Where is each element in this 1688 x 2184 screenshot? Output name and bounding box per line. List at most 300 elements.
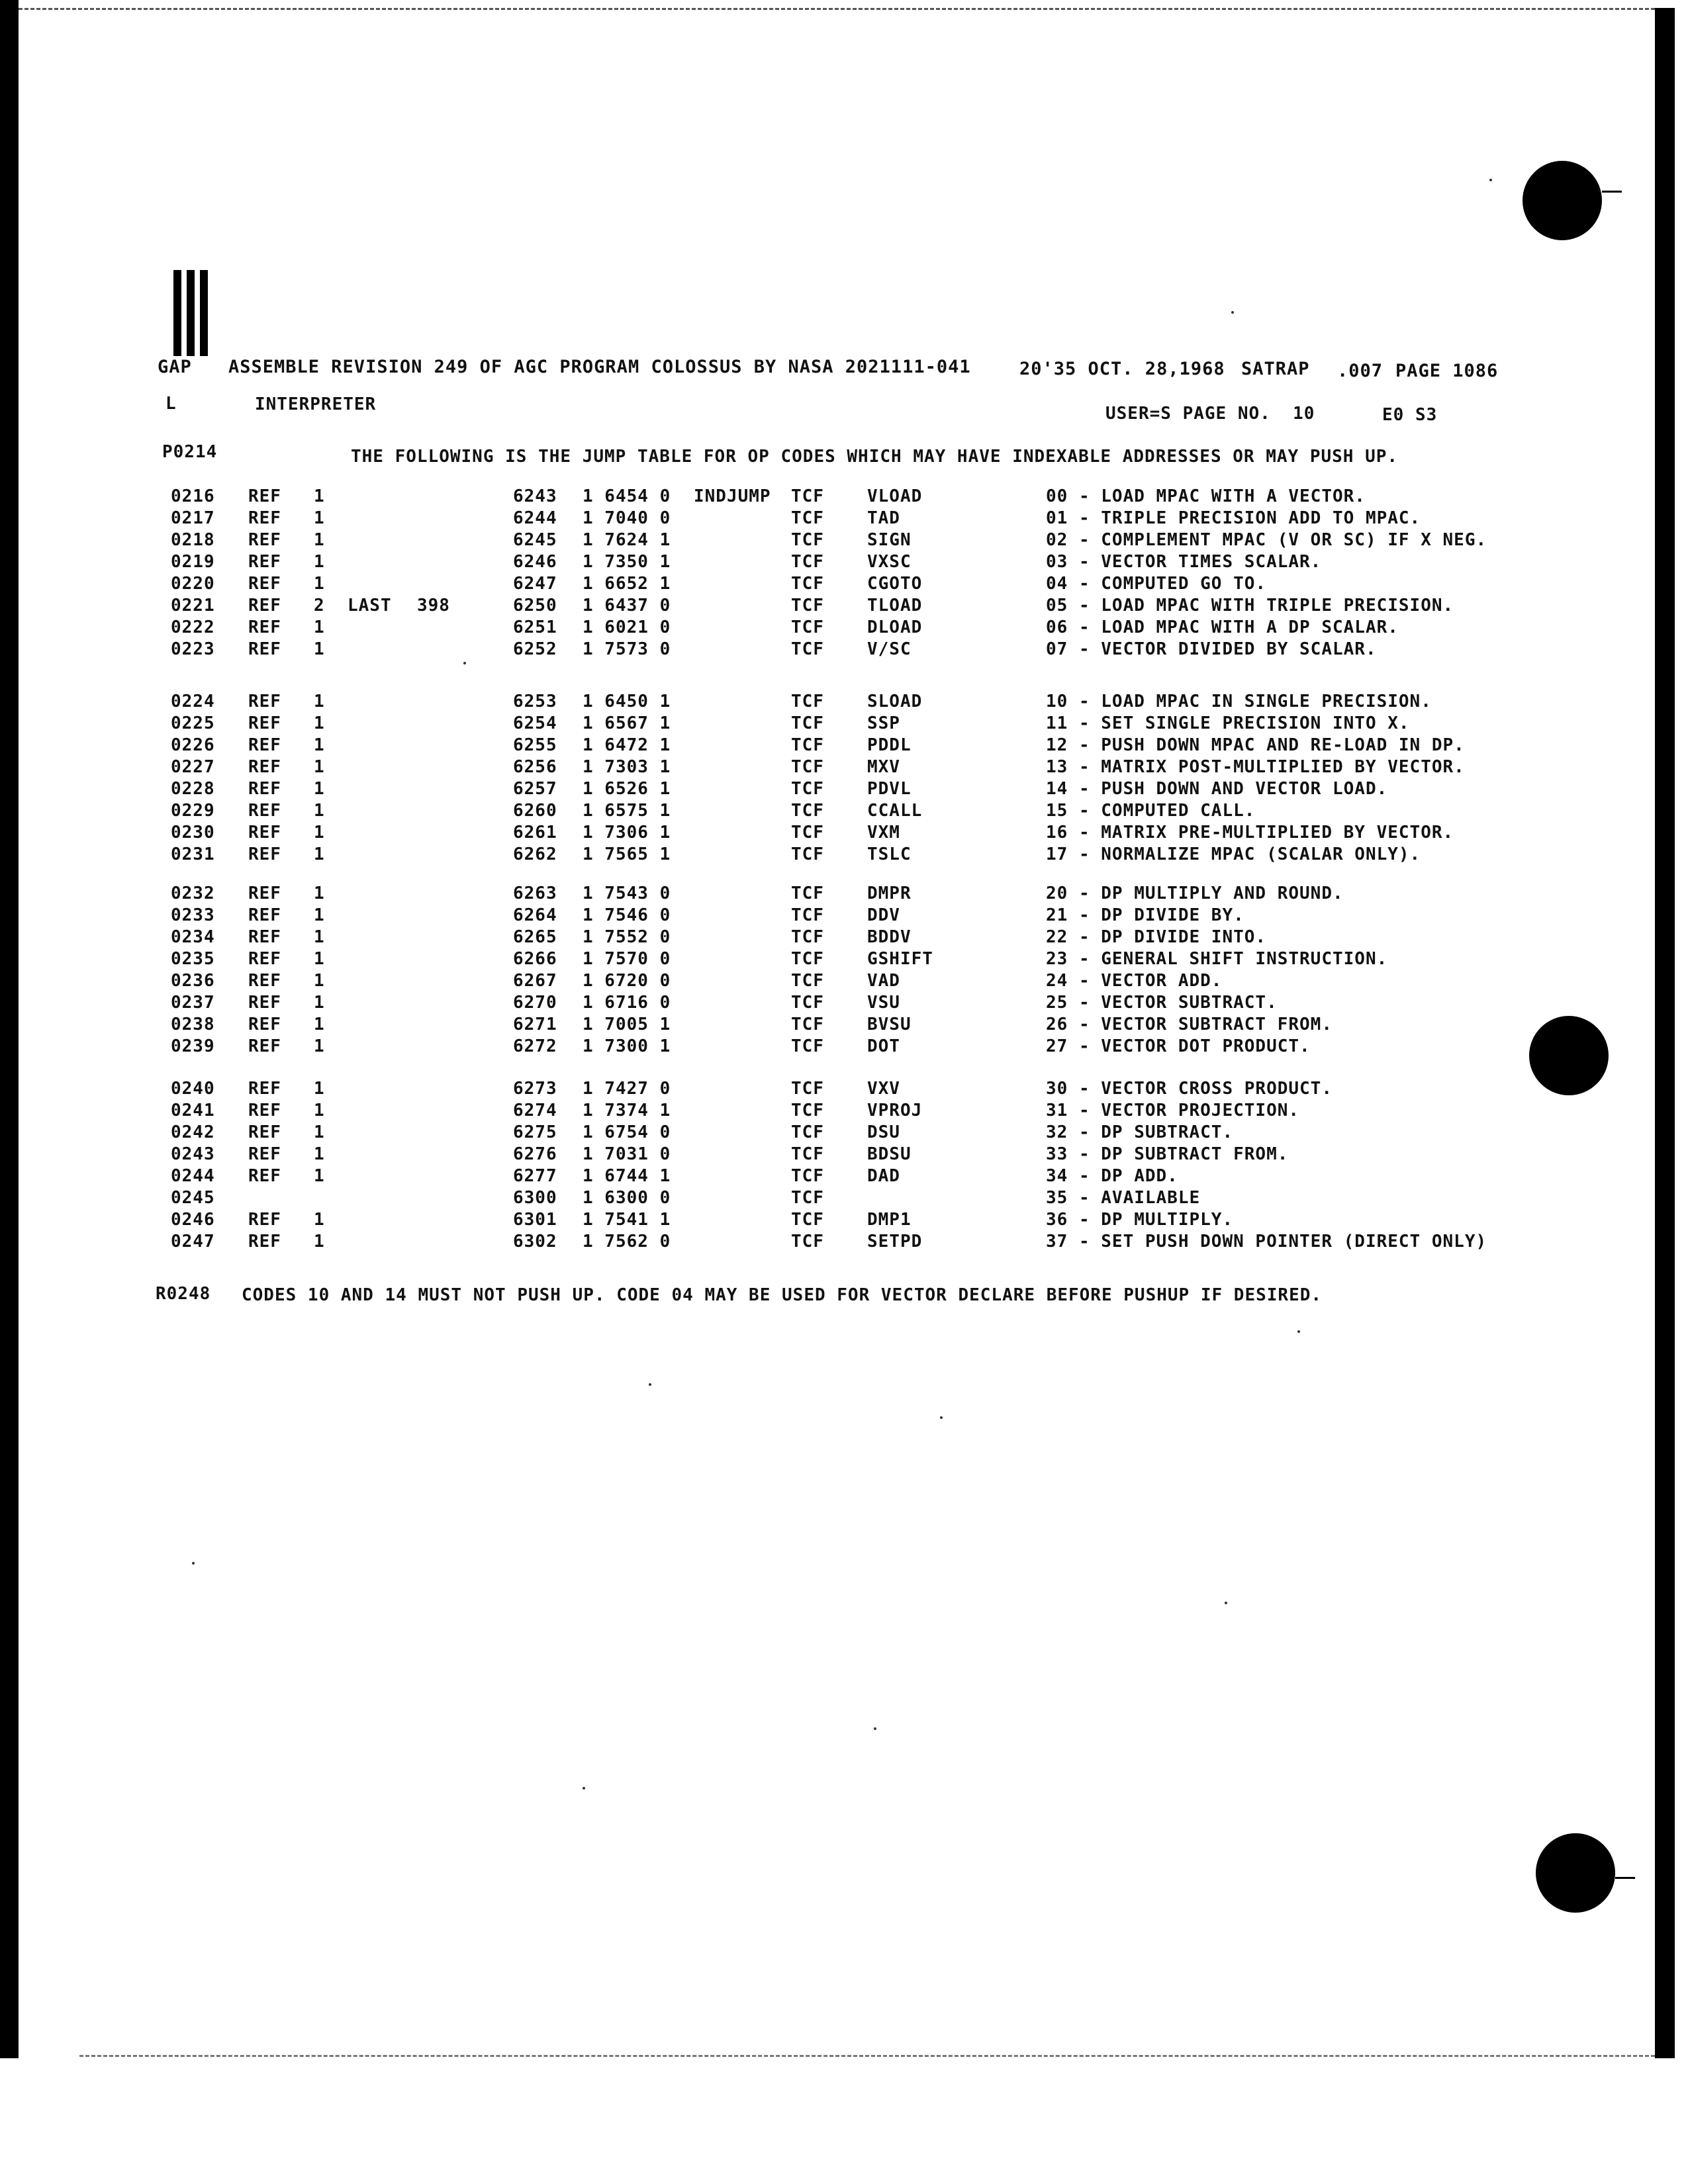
scan-speck [583, 1787, 585, 1790]
scan-speck [1231, 311, 1234, 314]
ref-count: 1 [314, 949, 325, 969]
ref-count: 1 [314, 574, 325, 594]
operand: VXV [867, 1079, 900, 1099]
mnemonic: REF [248, 971, 281, 991]
opcode: TCF [791, 1036, 824, 1056]
line-number: 0235 [171, 949, 215, 969]
object-code: 1 6300 0 [583, 1188, 671, 1208]
operand: BDDV [867, 927, 912, 947]
object-code: 1 7565 1 [583, 844, 671, 864]
opcode: TCF [791, 1079, 824, 1099]
line-number: 0226 [171, 735, 215, 755]
operand: VSU [867, 993, 900, 1013]
mnemonic: REF [248, 596, 281, 615]
object-code: 1 6754 0 [583, 1122, 671, 1142]
mnemonic: REF [248, 530, 281, 550]
object-code: 1 6450 1 [583, 692, 671, 711]
address: 6265 [513, 927, 557, 947]
listing-row [0, 1015, 1523, 1036]
ref-count: 1 [314, 757, 325, 777]
scan-speck [463, 662, 466, 664]
opcode: TCF [791, 1232, 824, 1251]
address: 6244 [513, 508, 557, 528]
comment: 20 - DP MULTIPLY AND ROUND. [1046, 884, 1344, 903]
mnemonic: REF [248, 884, 281, 903]
ref-count: 1 [314, 1015, 325, 1034]
comment: 34 - DP ADD. [1046, 1166, 1178, 1186]
remark-text: THE FOLLOWING IS THE JUMP TABLE FOR OP CODES WHICH MAY HAVE INDEXABLE ADDRESSES OR MAY PUSH UP. [351, 447, 1399, 467]
opcode: TCF [791, 574, 824, 594]
line-number: 0246 [171, 1210, 215, 1230]
opcode: TCF [791, 1188, 824, 1208]
object-code: 1 7350 1 [583, 552, 671, 572]
address: 6275 [513, 1122, 557, 1142]
opcode: TCF [791, 993, 824, 1013]
opcode: TCF [791, 530, 824, 550]
object-code: 1 7306 1 [583, 823, 671, 842]
listing-row [0, 735, 1523, 756]
line-number: 0234 [171, 927, 215, 947]
ref-count: 1 [314, 1144, 325, 1164]
object-code: 1 6472 1 [583, 735, 671, 755]
object-code: 1 7374 1 [583, 1101, 671, 1120]
mnemonic: REF [248, 1166, 281, 1186]
opcode: TCF [791, 713, 824, 733]
line-number: 0219 [171, 552, 215, 572]
listing-row [0, 574, 1523, 595]
listing-row [0, 779, 1523, 800]
ref-count: 1 [314, 486, 325, 506]
listing-row [0, 639, 1523, 660]
comment: 25 - VECTOR SUBTRACT. [1046, 993, 1278, 1013]
ref-count: 2 [314, 596, 325, 615]
scan-speck [940, 1416, 943, 1419]
scan-speck [192, 1562, 195, 1565]
address: 6302 [513, 1232, 557, 1251]
mnemonic: REF [248, 949, 281, 969]
mnemonic: REF [248, 1122, 281, 1142]
address: 6263 [513, 884, 557, 903]
address: 6277 [513, 1166, 557, 1186]
header-page: PAGE 1086 [1395, 361, 1499, 381]
object-code: 1 6021 0 [583, 617, 671, 637]
opcode: TCF [791, 801, 824, 821]
address: 6272 [513, 1036, 557, 1056]
ref-count: 1 [314, 779, 325, 799]
opcode: TCF [791, 692, 824, 711]
comment: 36 - DP MULTIPLY. [1046, 1210, 1234, 1230]
punch-tick [1602, 191, 1622, 193]
mnemonic: REF [248, 486, 281, 506]
address: 6270 [513, 993, 557, 1013]
object-code: 1 7570 0 [583, 949, 671, 969]
operand: TLOAD [867, 596, 923, 615]
scan-speck [874, 1727, 876, 1730]
listing-row [0, 713, 1523, 735]
address: 6243 [513, 486, 557, 506]
remark-line-number: P0214 [162, 442, 218, 462]
listing-row [0, 801, 1523, 822]
line-number: 0242 [171, 1122, 215, 1142]
comment: 04 - COMPUTED GO TO. [1046, 574, 1267, 594]
opcode: TCF [791, 844, 824, 864]
address: 6264 [513, 905, 557, 925]
listing-row [0, 1144, 1523, 1165]
address: 6301 [513, 1210, 557, 1230]
address: 6273 [513, 1079, 557, 1099]
opcode: TCF [791, 617, 824, 637]
opcode: TCF [791, 757, 824, 777]
operand: DLOAD [867, 617, 923, 637]
comment: 11 - SET SINGLE PRECISION INTO X. [1046, 713, 1410, 733]
object-code: 1 7040 0 [583, 508, 671, 528]
line-number: 0240 [171, 1079, 215, 1099]
line-number: 0229 [171, 801, 215, 821]
comment: 03 - VECTOR TIMES SCALAR. [1046, 552, 1322, 572]
opcode: TCF [791, 1101, 824, 1120]
user-page-number: USER=S PAGE NO. 10 [1105, 404, 1315, 424]
listing-row [0, 927, 1523, 948]
mnemonic: REF [248, 1015, 281, 1034]
operand: DDV [867, 905, 900, 925]
ref-count: 1 [314, 905, 325, 925]
mnemonic: REF [248, 801, 281, 821]
comment: 00 - LOAD MPAC WITH A VECTOR. [1046, 486, 1366, 506]
ref-count: 1 [314, 552, 325, 572]
line-number: 0220 [171, 574, 215, 594]
comment: 01 - TRIPLE PRECISION ADD TO MPAC. [1046, 508, 1421, 528]
ref-count: 1 [314, 971, 325, 991]
operand: VLOAD [867, 486, 923, 506]
address: 6255 [513, 735, 557, 755]
section-name: INTERPRETER [255, 394, 377, 414]
line-number: 0228 [171, 779, 215, 799]
object-code: 1 6567 1 [583, 713, 671, 733]
mnemonic: REF [248, 844, 281, 864]
line-number: 0230 [171, 823, 215, 842]
ref-count: 1 [314, 1122, 325, 1142]
ref-count: 1 [314, 1101, 325, 1120]
header-title: ASSEMBLE REVISION 249 OF AGC PROGRAM COLOSSUS BY NASA 2021111-041 [228, 357, 971, 377]
object-code: 1 7552 0 [583, 927, 671, 947]
mnemonic: REF [248, 574, 281, 594]
header-prefix: GAP [158, 357, 192, 377]
opcode: TCF [791, 971, 824, 991]
address: 6276 [513, 1144, 557, 1164]
operand: TSLC [867, 844, 912, 864]
remark-line-number: R0248 [156, 1284, 211, 1304]
comment: 31 - VECTOR PROJECTION. [1046, 1101, 1300, 1120]
printer-mark [173, 270, 213, 356]
address: 6261 [513, 823, 557, 842]
line-number: 0218 [171, 530, 215, 550]
mnemonic: REF [248, 1036, 281, 1056]
mnemonic: REF [248, 823, 281, 842]
address: 6247 [513, 574, 557, 594]
comment: 27 - VECTOR DOT PRODUCT. [1046, 1036, 1311, 1056]
address: 6251 [513, 617, 557, 637]
operand: CGOTO [867, 574, 923, 594]
address: 6252 [513, 639, 557, 659]
punch-hole [1523, 161, 1602, 240]
remark-text: CODES 10 AND 14 MUST NOT PUSH UP. CODE 04 MAY BE USED FOR VECTOR DECLARE BEFORE PUSHUP IF DESIRED. [242, 1285, 1323, 1305]
comment: 07 - VECTOR DIVIDED BY SCALAR. [1046, 639, 1377, 659]
comment: 17 - NORMALIZE MPAC (SCALAR ONLY). [1046, 844, 1421, 864]
listing-row [0, 1122, 1523, 1144]
operand: DAD [867, 1166, 900, 1186]
opcode: TCF [791, 823, 824, 842]
operand: DSU [867, 1122, 900, 1142]
punch-hole [1529, 1016, 1609, 1095]
listing-row [0, 949, 1523, 970]
operand: V/SC [867, 639, 912, 659]
comment: 05 - LOAD MPAC WITH TRIPLE PRECISION. [1046, 596, 1454, 615]
comment: 21 - DP DIVIDE BY. [1046, 905, 1244, 925]
object-code: 1 6720 0 [583, 971, 671, 991]
operand: PDDL [867, 735, 912, 755]
scan-speck [1225, 1602, 1227, 1604]
object-code: 1 6652 1 [583, 574, 671, 594]
ref-count: 1 [314, 801, 325, 821]
address: 6254 [513, 713, 557, 733]
line-number: 0239 [171, 1036, 215, 1056]
listing-row [0, 884, 1523, 905]
operand: SETPD [867, 1232, 923, 1251]
object-code: 1 7546 0 [583, 905, 671, 925]
object-code: 1 6454 0 [583, 486, 671, 506]
mnemonic: REF [248, 735, 281, 755]
line-number: 0247 [171, 1232, 215, 1251]
card-id: E0 S3 [1382, 405, 1438, 425]
opcode: TCF [791, 1122, 824, 1142]
object-code: 1 6744 1 [583, 1166, 671, 1186]
address: 6250 [513, 596, 557, 615]
opcode: TCF [791, 884, 824, 903]
listing-row [0, 508, 1523, 529]
ref-line: 398 [417, 596, 450, 615]
listing-row [0, 1166, 1523, 1187]
line-number: 0236 [171, 971, 215, 991]
opcode: TCF [791, 1210, 824, 1230]
ref-count: 1 [314, 508, 325, 528]
object-code: 1 7541 1 [583, 1210, 671, 1230]
operand: VAD [867, 971, 900, 991]
comment: 32 - DP SUBTRACT. [1046, 1122, 1234, 1142]
comment: 13 - MATRIX POST-MULTIPLIED BY VECTOR. [1046, 757, 1465, 777]
mnemonic: REF [248, 617, 281, 637]
comment: 12 - PUSH DOWN MPAC AND RE-LOAD IN DP. [1046, 735, 1465, 755]
listing-row [0, 757, 1523, 778]
listing-row [0, 617, 1523, 639]
address: 6257 [513, 779, 557, 799]
record-type: L [165, 394, 177, 414]
object-code: 1 6716 0 [583, 993, 671, 1013]
ref-count: 1 [314, 1036, 325, 1056]
opcode: TCF [791, 639, 824, 659]
ref-count: 1 [314, 617, 325, 637]
operand: BVSU [867, 1015, 912, 1034]
comment: 10 - LOAD MPAC IN SINGLE PRECISION. [1046, 692, 1432, 711]
symbol-label: INDJUMP [694, 486, 771, 506]
mnemonic: REF [248, 508, 281, 528]
listing-row [0, 1188, 1523, 1209]
mnemonic: REF [248, 905, 281, 925]
line-number: 0245 [171, 1188, 215, 1208]
opcode: TCF [791, 735, 824, 755]
line-number: 0237 [171, 993, 215, 1013]
ref-count: 1 [314, 1232, 325, 1251]
ref-count: 1 [314, 735, 325, 755]
mnemonic: REF [248, 927, 281, 947]
mnemonic: REF [248, 779, 281, 799]
operand: SSP [867, 713, 900, 733]
listing-row [0, 1036, 1523, 1058]
mnemonic: REF [248, 1079, 281, 1099]
object-code: 1 7303 1 [583, 757, 671, 777]
address: 6262 [513, 844, 557, 864]
mnemonic: REF [248, 1101, 281, 1120]
opcode: TCF [791, 1144, 824, 1164]
comment: 30 - VECTOR CROSS PRODUCT. [1046, 1079, 1333, 1099]
ref-count: 1 [314, 844, 325, 864]
header-version: .007 [1337, 361, 1383, 381]
comment: 02 - COMPLEMENT MPAC (V OR SC) IF X NEG. [1046, 530, 1487, 550]
listing-row [0, 823, 1523, 844]
listing-row [0, 530, 1523, 551]
comment: 33 - DP SUBTRACT FROM. [1046, 1144, 1289, 1164]
operand: VXSC [867, 552, 912, 572]
address: 6245 [513, 530, 557, 550]
operand: PDVL [867, 779, 912, 799]
object-code: 1 7543 0 [583, 884, 671, 903]
ref-count: 1 [314, 884, 325, 903]
operand: TAD [867, 508, 900, 528]
listing-row [0, 692, 1523, 713]
listing-row [0, 486, 1523, 508]
mnemonic: REF [248, 552, 281, 572]
address: 6266 [513, 949, 557, 969]
operand: VXM [867, 823, 900, 842]
line-number: 0244 [171, 1166, 215, 1186]
opcode: TCF [791, 1166, 824, 1186]
line-number: 0216 [171, 486, 215, 506]
listing-row [0, 993, 1523, 1014]
object-code: 1 6575 1 [583, 801, 671, 821]
operand: DOT [867, 1036, 900, 1056]
ref-count: 1 [314, 823, 325, 842]
comment: 22 - DP DIVIDE INTO. [1046, 927, 1267, 947]
mnemonic: REF [248, 1210, 281, 1230]
address: 6271 [513, 1015, 557, 1034]
operand: SIGN [867, 530, 912, 550]
header-timestamp: 20'35 OCT. 28,1968 [1019, 359, 1225, 379]
ref-count: 1 [314, 639, 325, 659]
scan-top-edge [19, 8, 1655, 10]
scan-speck [649, 1383, 651, 1386]
mnemonic: REF [248, 639, 281, 659]
object-code: 1 7624 1 [583, 530, 671, 550]
object-code: 1 7573 0 [583, 639, 671, 659]
listing-row [0, 971, 1523, 992]
operand: GSHIFT [867, 949, 933, 969]
operand: SLOAD [867, 692, 923, 711]
object-code: 1 7427 0 [583, 1079, 671, 1099]
comment: 16 - MATRIX PRE-MULTIPLIED BY VECTOR. [1046, 823, 1454, 842]
line-number: 0233 [171, 905, 215, 925]
scan-speck [1297, 1330, 1300, 1333]
ref-label: LAST [348, 596, 392, 615]
operand: CCALL [867, 801, 923, 821]
line-number: 0217 [171, 508, 215, 528]
line-number: 0238 [171, 1015, 215, 1034]
mnemonic: REF [248, 692, 281, 711]
line-number: 0231 [171, 844, 215, 864]
mnemonic: REF [248, 757, 281, 777]
opcode: TCF [791, 552, 824, 572]
scan-right-edge [1655, 8, 1675, 2058]
comment: 26 - VECTOR SUBTRACT FROM. [1046, 1015, 1333, 1034]
address: 6300 [513, 1188, 557, 1208]
opcode: TCF [791, 949, 824, 969]
ref-count: 1 [314, 1166, 325, 1186]
listing-row [0, 552, 1523, 573]
object-code: 1 7031 0 [583, 1144, 671, 1164]
object-code: 1 7300 1 [583, 1036, 671, 1056]
comment: 14 - PUSH DOWN AND VECTOR LOAD. [1046, 779, 1388, 799]
opcode: TCF [791, 1015, 824, 1034]
listing-row [0, 1101, 1523, 1122]
object-code: 1 7562 0 [583, 1232, 671, 1251]
comment: 24 - VECTOR ADD. [1046, 971, 1223, 991]
comment: 35 - AVAILABLE [1046, 1188, 1201, 1208]
ref-count: 1 [314, 530, 325, 550]
address: 6267 [513, 971, 557, 991]
line-number: 0243 [171, 1144, 215, 1164]
opcode: TCF [791, 508, 824, 528]
operand: DMP1 [867, 1210, 912, 1230]
scan-speck [1489, 179, 1492, 181]
line-number: 0232 [171, 884, 215, 903]
line-number: 0227 [171, 757, 215, 777]
ref-count: 1 [314, 927, 325, 947]
listing-row [0, 905, 1523, 927]
ref-count: 1 [314, 692, 325, 711]
comment: 06 - LOAD MPAC WITH A DP SCALAR. [1046, 617, 1399, 637]
address: 6246 [513, 552, 557, 572]
address: 6253 [513, 692, 557, 711]
mnemonic: REF [248, 713, 281, 733]
operand: BDSU [867, 1144, 912, 1164]
object-code: 1 6437 0 [583, 596, 671, 615]
address: 6274 [513, 1101, 557, 1120]
address: 6256 [513, 757, 557, 777]
mnemonic: REF [248, 1144, 281, 1164]
opcode: TCF [791, 596, 824, 615]
line-number: 0241 [171, 1101, 215, 1120]
line-number: 0223 [171, 639, 215, 659]
ref-count: 1 [314, 1079, 325, 1099]
comment: 23 - GENERAL SHIFT INSTRUCTION. [1046, 949, 1388, 969]
line-number: 0225 [171, 713, 215, 733]
comment: 37 - SET PUSH DOWN POINTER (DIRECT ONLY) [1046, 1232, 1487, 1251]
ref-count: 1 [314, 713, 325, 733]
ref-count: 1 [314, 993, 325, 1013]
comment: 15 - COMPUTED CALL. [1046, 801, 1256, 821]
header-assembler: SATRAP [1241, 359, 1310, 379]
ref-count: 1 [314, 1210, 325, 1230]
operand: MXV [867, 757, 900, 777]
line-number: 0222 [171, 617, 215, 637]
